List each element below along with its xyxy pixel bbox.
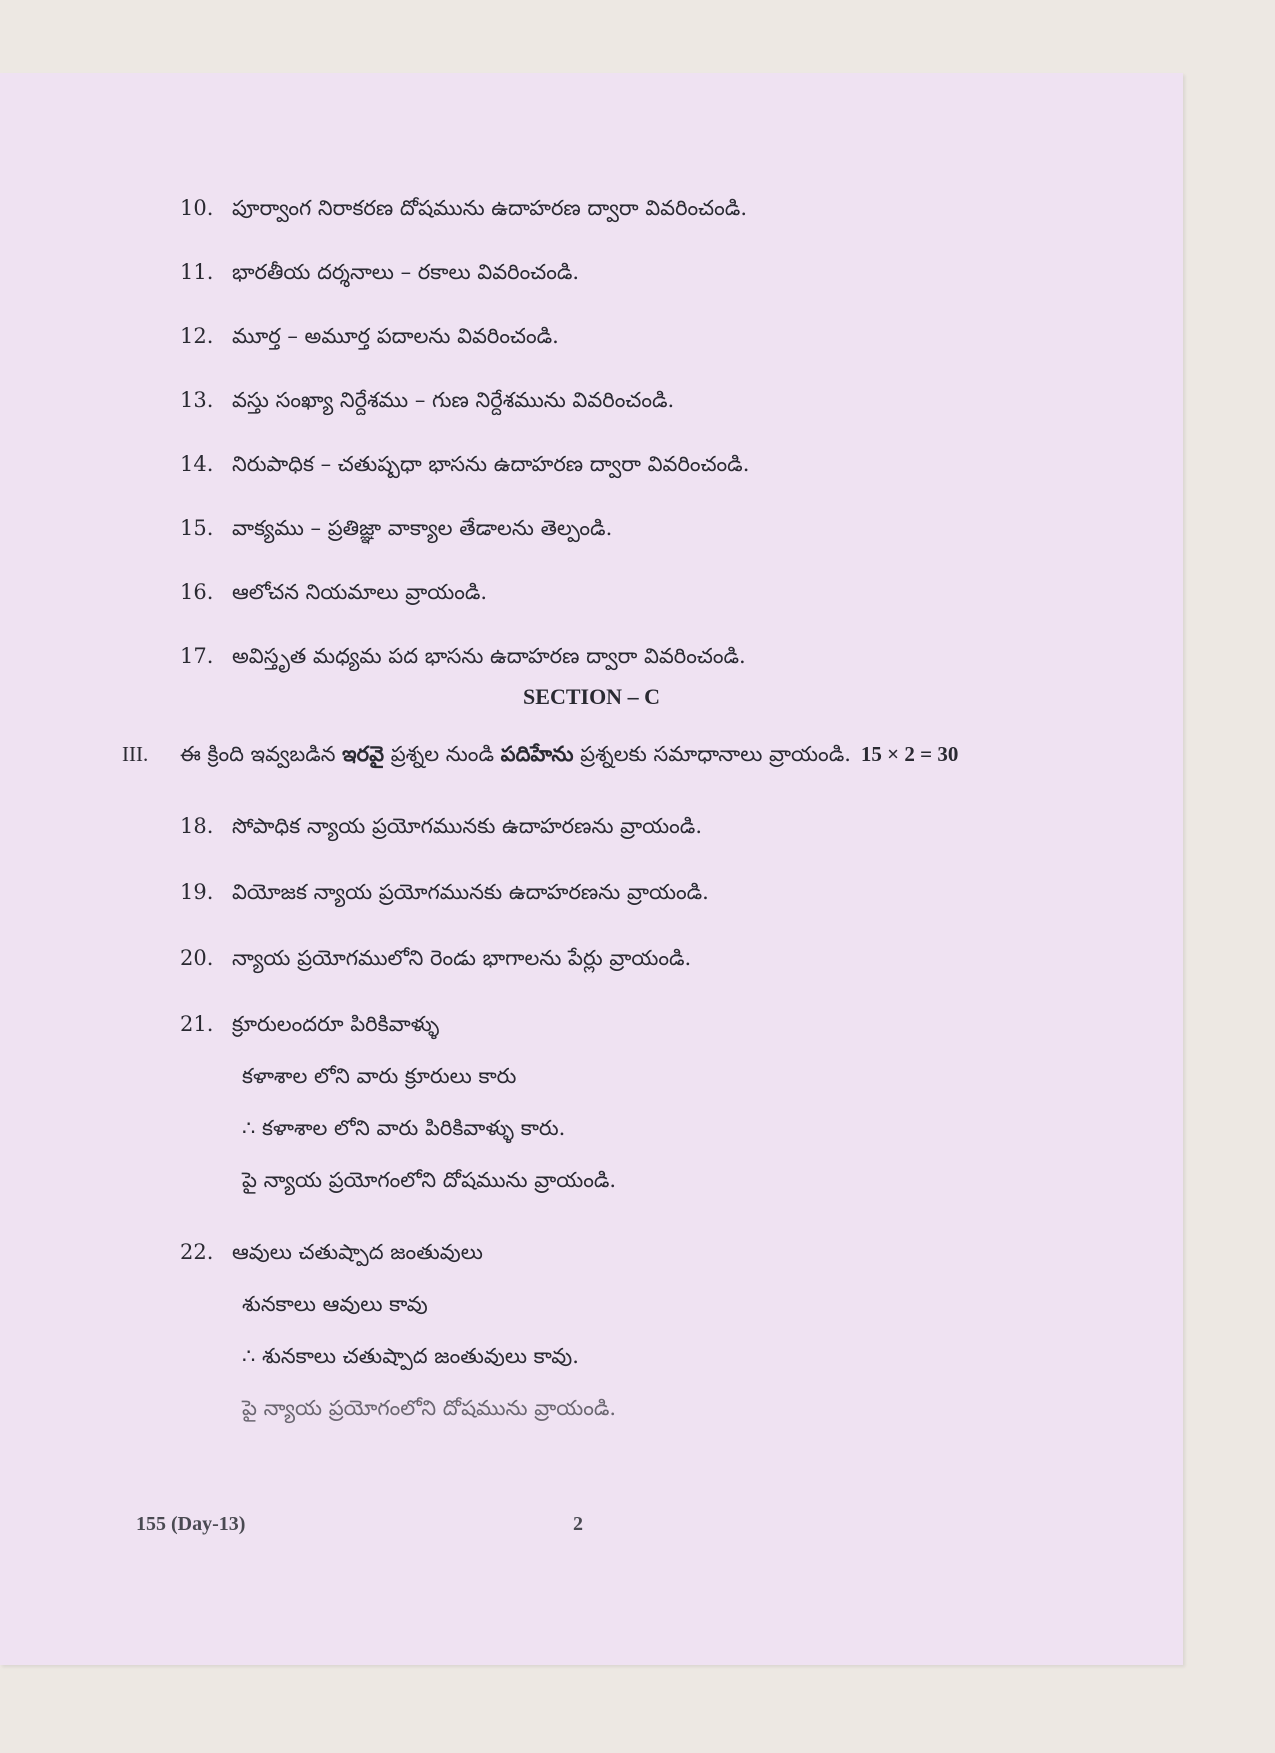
question-number: 13. (180, 388, 214, 412)
section-c-instruction (122, 740, 958, 768)
question-14 (180, 450, 749, 478)
question-22-line-2: శునకాలు ఆవులు కావు (242, 1292, 428, 1316)
question-text: వాక్యము – ప్రతిజ్ఞా వాక్యాల తేడాలను తెల్పండి. (232, 516, 613, 540)
question-19 (180, 878, 709, 906)
question-number: 10. (180, 196, 214, 220)
question-12 (180, 322, 559, 350)
instruction-text-pre: ఈ క్రింది ఇవ్వబడిన (180, 742, 343, 766)
question-22-line-4: పై న్యాయ ప్రయోగంలోని దోషమును వ్రాయండి. (242, 1396, 617, 1420)
question-number: 20. (180, 946, 214, 970)
question-text: నిరుపాధిక – చతుష్పధా భాసను ఉదాహరణ ద్వారా వివరించండి. (232, 452, 750, 476)
question-text: భారతీయ దర్శనాలు – రకాలు వివరించండి. (232, 260, 580, 284)
question-number: 16. (180, 580, 214, 604)
paper-code: 155 (Day-13) (136, 1513, 246, 1535)
question-text: మూర్త – అమూర్త పదాలను వివరించండి. (232, 324, 559, 348)
exam-page (0, 73, 1183, 1665)
question-text: న్యాయ ప్రయోగములోని రెండు భాగాలను పేర్లు వ్రాయండి. (232, 946, 692, 970)
question-text: పూర్వాంగ నిరాకరణ దోషమును ఉదాహరణ ద్వారా వివరించండి. (232, 196, 748, 220)
question-22-line-3: ∴ శునకాలు చతుష్పాద జంతువులు కావు. (242, 1344, 579, 1368)
question-number: 19. (180, 880, 214, 904)
question-text: వస్తు సంఖ్యా నిర్దేశము – గుణ నిర్దేశమును వివరించండి. (232, 388, 675, 412)
instruction-text-mid: ప్రశ్నల నుండి (384, 742, 501, 766)
question-22 (180, 1238, 483, 1266)
question-number: 18. (180, 814, 214, 838)
question-text: క్రూరులందరూ పిరికివాళ్ళు (232, 1012, 440, 1036)
question-17 (180, 642, 746, 670)
question-text: ఆవులు చతుష్పాద జంతువులు (232, 1240, 483, 1264)
question-number: 21. (180, 1012, 214, 1036)
question-11 (180, 258, 579, 286)
question-text: ఆలోచన నియమాలు వ్రాయండి. (232, 580, 488, 604)
question-21-line-2: కళాశాల లోని వారు క్రూరులు కారు (242, 1064, 517, 1088)
question-13 (180, 386, 674, 414)
question-text: వియోజక న్యాయ ప్రయోగమునకు ఉదాహరణను వ్రాయండి. (232, 880, 709, 904)
question-number: 11. (180, 260, 214, 284)
instruction-text-post: ప్రశ్నలకు సమాధానాలు వ్రాయండి. (573, 742, 851, 766)
question-text: సోపాధిక న్యాయ ప్రయోగమునకు ఉదాహరణను వ్రాయండి. (232, 814, 703, 838)
question-10 (180, 194, 747, 222)
instruction-bold-fifteen: పదిహేను (500, 741, 574, 766)
instruction-bold-twenty: ఇరవై (342, 741, 385, 766)
question-21 (180, 1010, 439, 1038)
question-number: 22. (180, 1240, 214, 1264)
question-text: అవిస్తృత మధ్యమ పద భాసను ఉదాహరణ ద్వారా వివరించండి. (232, 644, 746, 668)
question-16 (180, 578, 487, 606)
question-number: 12. (180, 324, 214, 348)
page-number: 2 (573, 1513, 583, 1535)
question-number: 17. (180, 644, 214, 668)
section-c-heading: SECTION – C (523, 684, 660, 709)
marks-allocation: 15 × 2 = 30 (860, 742, 959, 766)
roman-numeral: III. (122, 742, 149, 766)
question-18 (180, 812, 702, 840)
question-15 (180, 514, 612, 542)
question-number: 15. (180, 516, 214, 540)
question-number: 14. (180, 452, 214, 476)
question-21-line-3: ∴ కళాశాల లోని వారు పిరికివాళ్ళు కారు. (242, 1116, 566, 1140)
question-20 (180, 944, 691, 972)
question-21-line-4: పై న్యాయ ప్రయోగంలోని దోషమును వ్రాయండి. (242, 1168, 617, 1192)
